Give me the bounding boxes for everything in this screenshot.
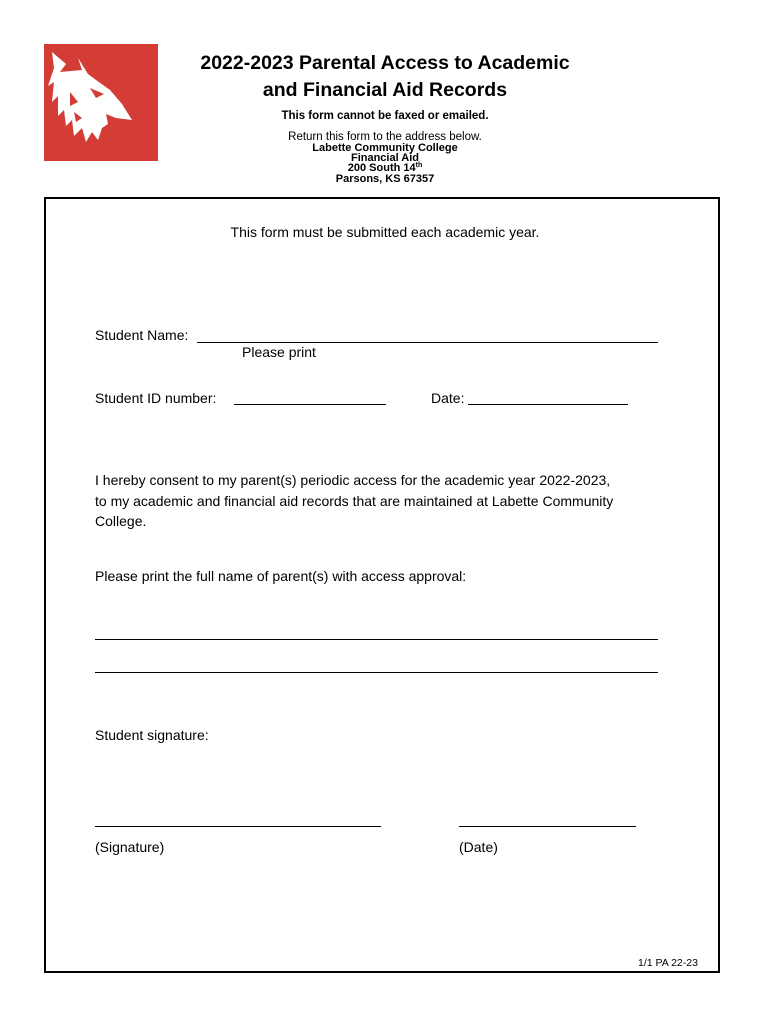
form-title-line-2: and Financial Aid Records [262,79,508,101]
signature-date-field[interactable] [459,826,636,827]
please-print-hint: Please print [242,344,316,360]
date-caption: (Date) [459,839,498,855]
student-name-label: Student Name: [95,327,189,343]
student-signature-label: Student signature: [95,727,209,743]
address-line-1: Labette Community College [312,142,458,154]
parent-name-field-2[interactable] [95,672,658,673]
consent-text-line-2: to my academic and financial aid records that are maintained at Labette Community [95,493,614,509]
signature-field[interactable] [95,826,381,827]
consent-text-line-3: College. [95,513,147,529]
address-street: 200 South 14 [347,162,416,174]
signature-caption: (Signature) [95,839,165,855]
form-title-line-1: 2022-2023 Parental Access to Academic [200,52,570,74]
parent-name-field-1[interactable] [95,639,658,640]
cardinal-logo-icon [44,44,158,161]
student-id-label: Student ID number: [95,390,217,406]
date-field[interactable] [468,404,628,405]
address-line-2: Financial Aid [350,152,420,164]
address-line-4: Parsons, KS 67357 [335,173,435,185]
date-label: Date: [431,390,465,406]
page-footer: 1/1 PA 22-23 [638,957,698,969]
address-street-suffix: th [415,162,423,169]
return-instruction: Return this form to the address below. [288,131,482,143]
no-fax-notice: This form cannot be faxed or emailed. [281,110,489,122]
annual-notice: This form must be submitted each academic year. [230,224,540,240]
address-line-3 [160,163,610,174]
parent-names-label: Please print the full name of parent(s) with access approval: [95,568,467,584]
consent-text-line-1: I hereby consent to my parent(s) periodic access for the academic year 2022-2023, [95,472,611,488]
student-id-field[interactable] [234,404,386,405]
